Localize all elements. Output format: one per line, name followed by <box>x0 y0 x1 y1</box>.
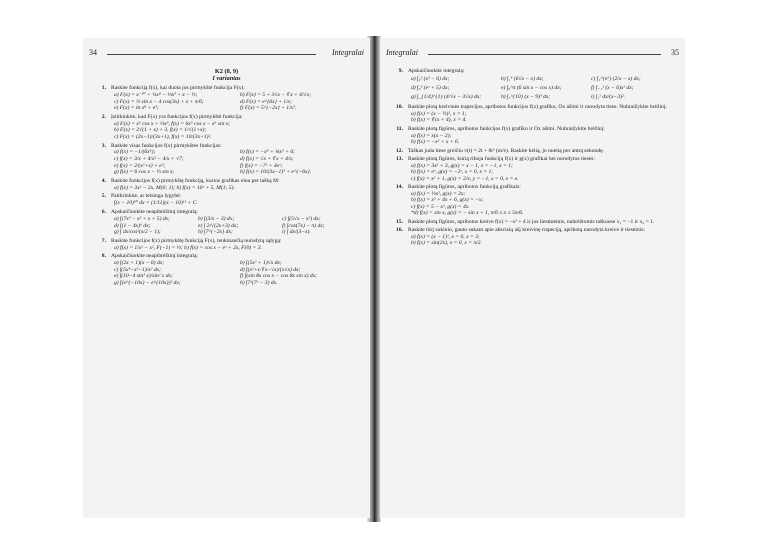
problem-item: f) ∫₋₁¹ (x − 6)x² dx; <box>591 84 634 91</box>
problem-item: a) f(x) = 3x² − 2x, M(0; 1); b) f(x) = 10ˣ + 5, M(1; 5). <box>114 184 235 191</box>
problem-item: b) F(x) = 2√(1 + x) + 3, f(x) = 1/√(1+x); <box>114 127 207 134</box>
problem-item: b) f(x) = x² + 4x + 6, g(x) = −x; <box>411 197 484 204</box>
problem-items <box>114 200 362 207</box>
section-title: K2 (8, 9) <box>214 68 239 75</box>
problem-number: 5. <box>101 193 106 200</box>
problem-item: b) f(x) = ∛(x + 4), x = 4. <box>411 117 467 124</box>
problem-content <box>408 126 677 146</box>
problem-item: i) ∫ dx/(3−x). <box>282 229 311 236</box>
problem-item: d) F(x) = e^{6x} + 1/x; <box>240 98 293 105</box>
problem-item: c) ∫(5√x − x²) dx; <box>282 215 321 222</box>
problem-item: b) F(x) = 5 + 3√x − ∛x + 4/√x; <box>240 91 311 98</box>
problem-content <box>111 85 362 112</box>
problem-item: c) ∫₁^{e²} (2/x − x) dx; <box>591 75 641 82</box>
problem-item: c) f(x) = 5 − x², g(x) = 4x. <box>411 203 470 210</box>
left-problem-list <box>91 85 362 287</box>
problem-items <box>114 121 362 141</box>
problem-number: 4. <box>101 177 106 184</box>
problem-item: e) F(x) = ln x⁸ + e³; <box>114 105 159 112</box>
problem-item: a) f(x) = 3x² + 3, g(x) = x − 1, x = −1, x = 1; <box>411 162 513 169</box>
problem-item: f) ∫(sin 8x cos x − cos 8x sin x) dx; <box>240 273 318 280</box>
problem-item: e) ∫(10−4 sin³ x)/sin² x dx; <box>114 273 173 280</box>
problem <box>91 193 362 207</box>
problem-text: Apskaičiuokite neapibrėžtinį integralą: <box>111 253 198 260</box>
problem-text: Apskaičiuokite neapibrėžtinį integralą: <box>111 208 198 215</box>
problem-text: Raskite plotą kreivinės trapecijos, apribotos funkcijos f(x) grafiku, Ox ašimi ir nurodyta tiese. Nubraižykite brėžinį: <box>408 103 667 110</box>
problem-text: Taškas juda tiese greičiu v(t) = 2t + 8t² (m/s). Raskite kelią, jo nueitą per antrą sekundę. <box>408 147 605 154</box>
problem <box>91 114 362 141</box>
problem <box>91 178 362 192</box>
problem-number: 3. <box>101 142 106 149</box>
problem-item: d) f(x) = √x + ∛x + 4/x; <box>240 156 294 163</box>
problem-item: a) f(x) = 1/x² − x², F(−1) = ⅓; b) f(x) = cos x − eˣ + 2x, F(0) = 3. <box>114 244 262 251</box>
problem-text: Raskite funkcijos f(x) pirmykštę funkciją F(x), tenkinančią nurodytą sąlygą: <box>111 237 282 244</box>
problem-content <box>408 156 677 183</box>
problem-content <box>111 178 362 192</box>
problem-items <box>114 216 362 236</box>
problem-text: Raskite plotą figūros, apribotos funkcijų grafikais: <box>408 184 521 191</box>
problem-item: c) F(x) = ½ sin x − 4 cos(3x) + x + π/6; <box>114 98 204 105</box>
right-page-header <box>386 48 679 60</box>
problem-item: *d) f(x) = sin x, g(x) = − sin x + 1, π/6 ≤ x ≤ 5π/6. <box>411 210 524 217</box>
problem-item: a) f(x) = x(x − 2); <box>411 132 452 139</box>
problem-item: f) ∫cos(7x) − π) dx; <box>282 222 325 229</box>
problem-number: 7. <box>101 237 106 244</box>
problem-items <box>114 92 362 112</box>
left-running-header: Integralai <box>332 48 364 57</box>
problem-content <box>111 143 362 177</box>
problem-item: h) ∫₇^{10} (x − 9)³ dx; <box>501 93 551 100</box>
problem-content <box>408 68 677 102</box>
problem-number: 9. <box>398 68 403 74</box>
right-problem-list <box>388 68 677 247</box>
problem-number: 12. <box>396 147 403 154</box>
problem-item: c) f(x) = 3/x + 4/x² − 4/x + √7; <box>114 156 184 163</box>
problem-items <box>411 163 677 183</box>
problem <box>388 148 677 155</box>
problem <box>91 238 362 252</box>
problem-content <box>111 114 362 141</box>
problem-number: 15. <box>396 218 403 225</box>
problem-number: 13. <box>396 155 403 162</box>
problem-content <box>111 209 362 236</box>
problem-item: b) ∫₁⁴ (6√x − x) dx; <box>501 75 544 82</box>
problem-text: Raskite plotą figūros, apribotos funkcijos f(x) grafiku ir Ox ašimi. Nubraižykite brėžinį: <box>408 125 605 132</box>
problem-number: 1. <box>101 85 106 91</box>
problem-item: ∫(x − 10)¹⁰ dx = (1/11)(x − 10)¹¹ + C. <box>114 200 198 207</box>
problem-item: b) f(x) = −x² + x + 6. <box>411 139 460 146</box>
problem-content <box>408 219 677 226</box>
problem-content <box>408 148 677 155</box>
problem-item: a) ∫(7x³ − x² + x + 5) dx; <box>114 215 170 222</box>
problem-item: b) f(x) = sin(2x), x = 0, x = π/2. <box>411 240 482 247</box>
problem-item: i) ∫₁² dx/(x−3)². <box>591 93 626 100</box>
problem-text: Apskaičiuokite integralą: <box>408 68 465 74</box>
right-page <box>380 38 685 518</box>
problem-item: a) ∫₀² (x³ − 6) dx; <box>411 75 450 82</box>
problem-number: 10. <box>396 103 403 110</box>
problem-text: Raskite plotą figūros, kurią riboja funkcijų f(x) ir g(x) grafikai bei nurodytos tiesės: <box>408 155 595 162</box>
problem <box>91 143 362 177</box>
problem-items <box>114 260 362 286</box>
problem <box>388 219 677 226</box>
problem-item: b) ∫(5x² + 1)√x dx; <box>240 260 282 267</box>
problem-number: 8. <box>101 253 106 260</box>
problem <box>91 253 362 287</box>
left-page-body <box>91 68 362 289</box>
problem-number: 16. <box>396 227 403 234</box>
problem-text: Raskite tūrį sukinio, gauto sukant apie abscisių ašį kreivinę trapeciją, apribotą nurodyta kreive ir tiesėmis: <box>408 227 646 234</box>
problem-item: c) F(x) = (2x−1)/(3x+1), f(x) = 10/(3x+1)². <box>114 133 212 140</box>
problem-item: e) ∫₀^π (6 sin x − cos x) dx; <box>501 84 562 91</box>
problem-items <box>411 133 677 146</box>
problem <box>388 104 677 124</box>
problem-item: h) f(x) = 10/(3x−1)³ + e^{−6x}. <box>240 169 312 176</box>
problem-item: f) f(x) = −7ˣ + 4eˣ; <box>240 162 283 169</box>
problem-item: a) ∫(2x + 1)(x − 6) dx; <box>114 260 165 267</box>
problem-item: a) f(x) = ½x², g(x) = 2x; <box>411 190 466 197</box>
problem-item: a) F(x) = x⁶ cos x + ⅓x³, f(x) = 6x⁵ cos x − x⁶ sin x; <box>114 120 231 127</box>
problem <box>388 156 677 183</box>
problem <box>388 68 677 102</box>
problem <box>388 184 677 217</box>
problem-items <box>411 191 677 217</box>
problem-text: Patikrinkite, ar teisinga lygybė: <box>111 193 182 200</box>
problem-item: d) ∫(x²+x·∛x−√x)/(x√x) dx; <box>240 266 301 273</box>
problem-item: d) ∫(1 − 4x)⁶ dx; <box>114 222 151 229</box>
problem-content <box>408 104 677 124</box>
problem <box>91 85 362 112</box>
problem-text: Raskite visas funkcijos f(x) pirmykštes funkcijas: <box>111 142 222 149</box>
problem-item: a) f(x) = (x − 1)², x = 0, x = 3; <box>411 233 480 240</box>
problem <box>91 209 362 236</box>
problem-content <box>408 227 677 247</box>
right-running-header: Integralai <box>386 48 418 57</box>
problem-content <box>111 253 362 287</box>
problem <box>388 227 677 247</box>
problem-number: 2. <box>101 113 106 120</box>
problem-item: e) ∫ 2/√(2x+3) dx; <box>198 222 239 229</box>
left-page-header <box>89 48 364 60</box>
problem-items <box>411 234 677 247</box>
problem-content <box>111 193 362 207</box>
problem-item: e) f(x) = 2/(x²+x) + e²; <box>114 162 166 169</box>
problem-item: h) ∫7ˣ(7ˣ − 3) dx. <box>240 280 278 287</box>
right-header-rule <box>428 54 661 55</box>
left-header-rule <box>107 54 316 55</box>
problem-number: 6. <box>101 208 106 215</box>
problem-item: d) ∫₀³ (eˣ + 5) dx; <box>411 84 450 91</box>
left-page <box>83 38 370 518</box>
problem-item: g) ∫ dx/cos²(x/2 − 1); <box>114 229 161 236</box>
problem-text: Raskite funkciją f(x), kai duota jos pirmykštė funkcija F(x): <box>111 85 245 91</box>
problem-item: a) f(x) = (x − ½)², x = 1; <box>411 110 467 117</box>
problem-item: c) f(x) = x² + 1, g(x) = 2/x, y = −1, x = 0, x = e. <box>411 175 519 182</box>
problem-item: a) f(x) = −1/(6x⁶); <box>114 149 156 156</box>
problem-item: a) F(x) = x⁻¹⁰ + ¼x⁸ − ⅓x³ + x − ½; <box>114 91 198 98</box>
problem-number: 14. <box>396 184 403 191</box>
problem-item: b) f(x) = eˣ, g(x) = −2ˣ, x = 0, x = 1; <box>411 169 494 176</box>
problem-item: g) ∫(e^{−10x} − e^{10x})² dx; <box>114 280 181 287</box>
problem-number: 11. <box>396 125 403 132</box>
problem-item: f) F(x) = 5^{−2x} + 1/x³. <box>240 105 297 112</box>
problem-item: h) ∫7^{−2x} dx; <box>198 229 233 236</box>
right-page-number: 35 <box>671 48 679 57</box>
problem-text: Įsitikinkite, kad F(x) yra funkcijos f(x) pirmykštė funkcija: <box>111 113 243 120</box>
problem-item: b) f(x) = −x⁹ + ⅛x⁵ + 6; <box>240 149 296 156</box>
problem-item: c) ∫(5x⁴−x²−1)/x² dx; <box>114 266 161 273</box>
problem-items <box>411 75 677 102</box>
problem-text: Raskite funkcijos f(x) pirmykštę funkciją, kurios grafikas eina per tašką M: <box>111 177 280 184</box>
problem-content <box>111 238 362 252</box>
problem-items <box>114 185 362 192</box>
problem-item: b) ∫(3/x − 3) dx; <box>198 215 235 222</box>
right-page-body <box>388 68 677 249</box>
problem-content <box>408 184 677 217</box>
problem-items <box>114 149 362 175</box>
left-page-number: 34 <box>89 48 97 57</box>
problem <box>388 126 677 146</box>
problem-item: g) ∫_{1/4}^{1} (4/√x − 3√x) dx; <box>411 93 482 100</box>
section-subtitle: I variantas <box>212 75 241 82</box>
problem-text: Raskite plotą figūros, apribotos kreive f(x) = −x² + 4 ir jos liestinėmis, nubrėžtomis taškuose x₁ = −1 ir x₂ = 1. <box>408 218 655 225</box>
problem-items <box>114 245 362 252</box>
problem-item: g) f(x) = 6 cos x − ⅓ sin x; <box>114 169 175 176</box>
problem-items <box>411 111 677 124</box>
